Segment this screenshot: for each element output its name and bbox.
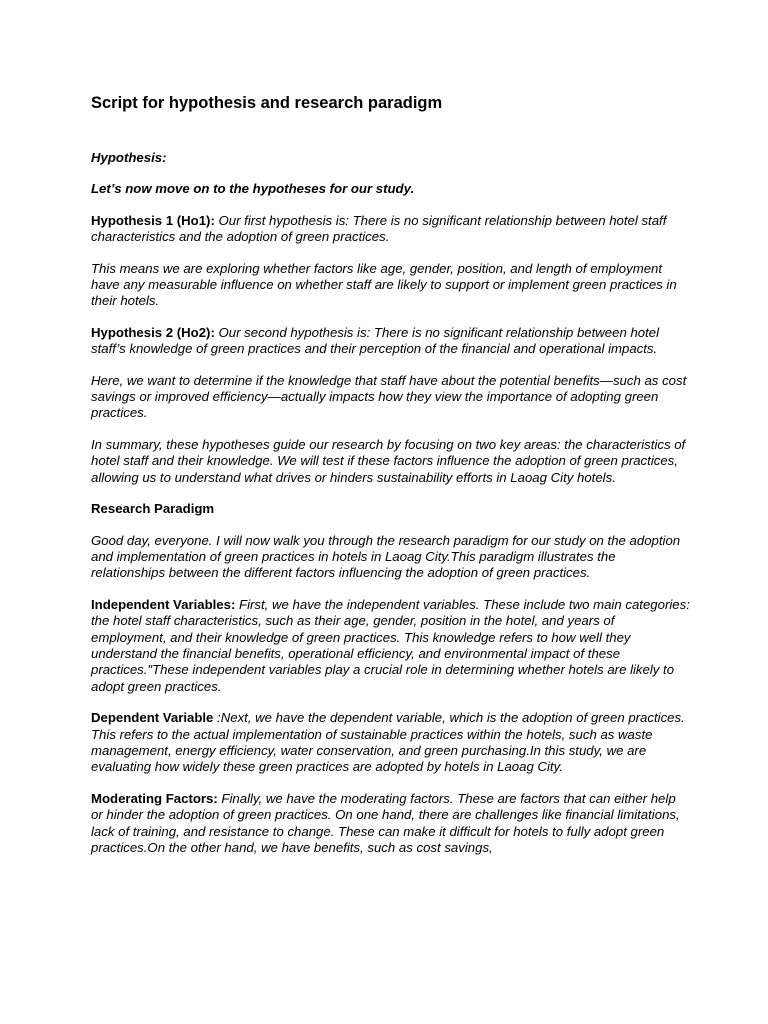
hypothesis-1-explanation: This means we are exploring whether factors like age, gender, position, and length of employment have any measurable influence on whether staff are likely to support or implement green practices in their hotels. xyxy=(91,260,677,309)
dependent-variable-text: :Next, we have the dependent variable, which is the adoption of green practices. This refers to the actual implementation of sustainable practices within the hotels, such as waste management, energy efficiency, water conservation, and green purchasing.In this study, we are evaluating how widely these green practices are adopted by hotels in Laoag City. xyxy=(91,710,685,775)
hypothesis-summary: In summary, these hypotheses guide our research by focusing on two key areas: the characteristics of hotel staff and their knowledge. We will test if these factors influence the adoption of green practices, allowing us to understand what drives or hinders sustainability efforts in Laoag City hotels. xyxy=(91,436,686,485)
hypothesis-intro xyxy=(91,181,691,197)
research-paradigm-intro: Good day, everyone. I will now walk you through the research paradigm for our study on the adoption and implementation of green practices in hotels in Laoag City.This paradigm illustrates the relationships between the different factors influencing the adoption of green practices. xyxy=(91,532,681,581)
moderating-factors-paragraph xyxy=(91,791,691,857)
hypothesis-2-label: Hypothesis 2 (Ho2): xyxy=(91,324,215,340)
dependent-variable-label: Dependent Variable xyxy=(91,710,214,726)
moderating-factors-text: Finally, we have the moderating factors. These are factors that can either help or hinder the adoption of green practices. On one hand, there are challenges like financial limitations, lack of training, and resistance to change. These can make it difficult for hotels to fully adopt green practices.On the other hand, we have benefits, such as cost savings, xyxy=(91,790,680,855)
hypothesis-1-paragraph xyxy=(91,213,691,246)
hypothesis-intro-text: Let’s now move on to the hypotheses for our study. xyxy=(91,181,415,197)
hypothesis-1-label: Hypothesis 1 (Ho1): xyxy=(91,212,215,228)
moderating-factors-label: Moderating Factors: xyxy=(91,790,218,806)
independent-variables-text: First, we have the independent variables. These include two main categories: the hotel staff characteristics, such as their age, gender, position in the hotel, and years of employment, and their knowledge of green practices. This knowledge refers to how well they understand the financial benefits, operational efficiency, and environmental impact of these practices."These independent variables play a crucial role in determining whether hotels are likely to adopt green practices. xyxy=(91,596,690,694)
research-paradigm-heading: Research Paradigm xyxy=(91,501,215,517)
hypothesis-heading xyxy=(91,150,691,166)
hypothesis-2-paragraph xyxy=(91,325,691,358)
hypothesis-heading-text: Hypothesis: xyxy=(91,150,167,165)
independent-variables-label: Independent Variables: xyxy=(91,596,236,612)
dependent-variable-paragraph xyxy=(91,710,691,776)
document-title: Script for hypothesis and research paradigm xyxy=(91,94,443,112)
hypothesis-2-explanation: Here, we want to determine if the knowledge that staff have about the potential benefits—such as cost savings or improved efficiency—actually impacts how they view the importance of adopting green practices. xyxy=(91,372,687,421)
document-page xyxy=(91,92,691,871)
independent-variables-paragraph xyxy=(91,597,691,695)
hypothesis-2-text: Our second hypothesis is: There is no significant relationship between hotel staff’s knowledge of green practices and their perception of the financial and operational impacts. xyxy=(91,324,660,357)
hypothesis-1-text: Our first hypothesis is: There is no significant relationship between hotel staff characteristics and the adoption of green practices. xyxy=(91,212,667,245)
